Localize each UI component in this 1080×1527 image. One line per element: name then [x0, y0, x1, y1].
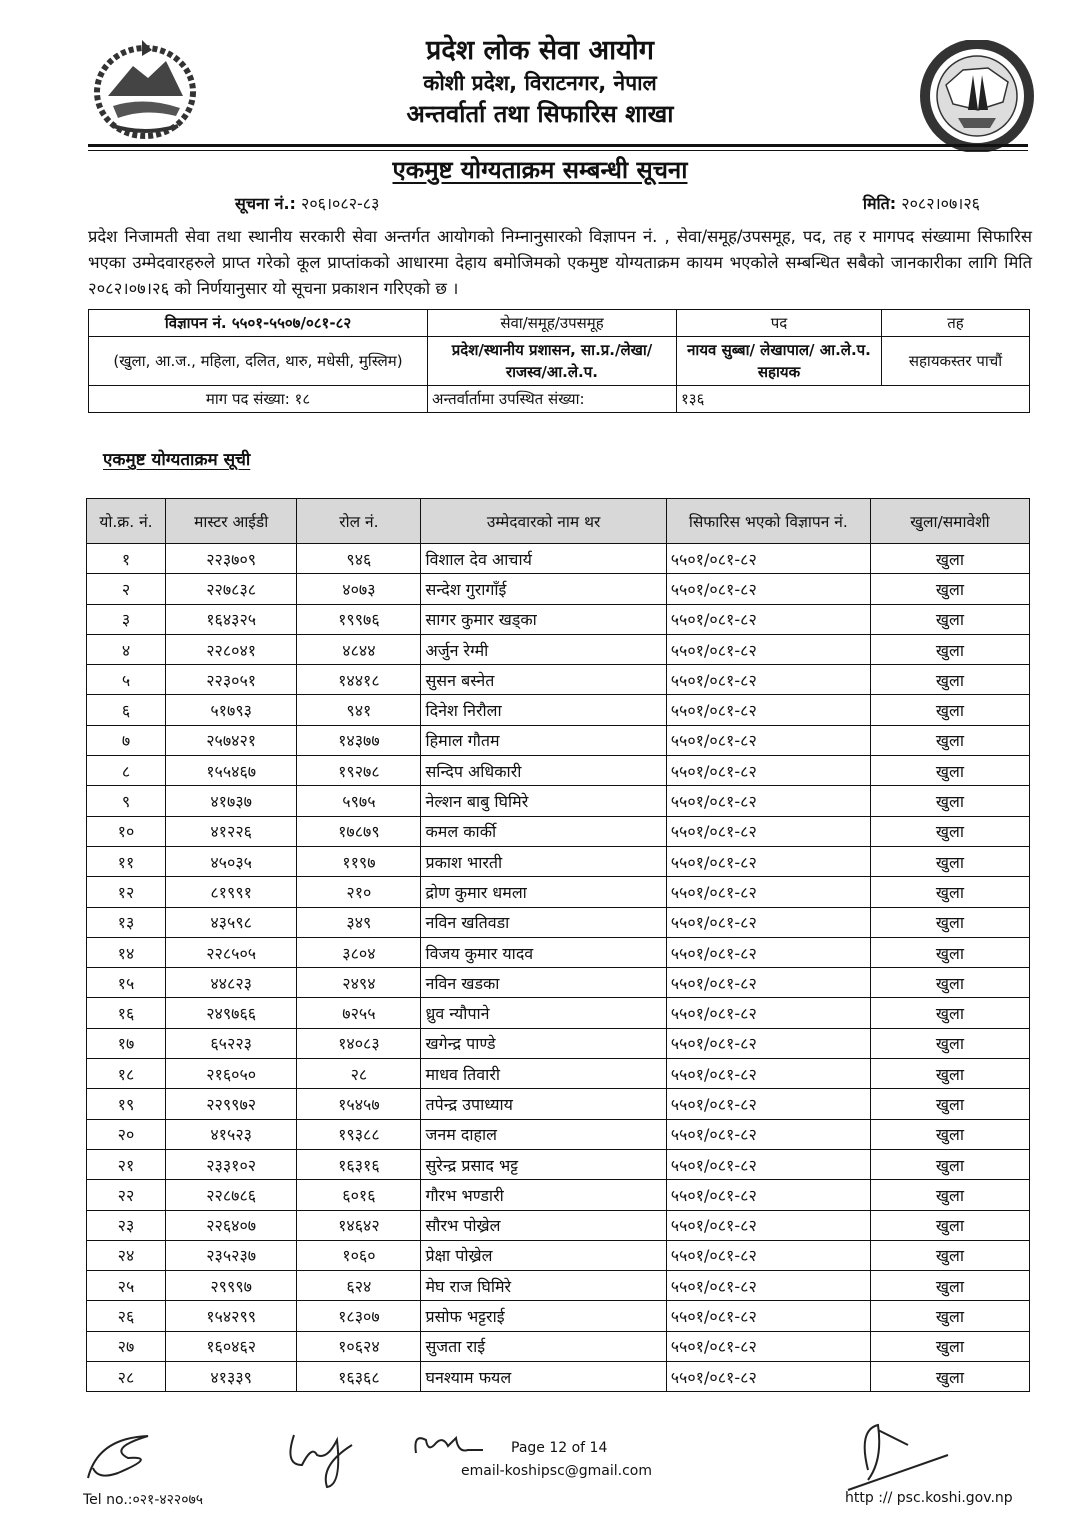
commission-name: प्रदेश लोक सेवा आयोग — [426, 35, 654, 66]
cell-master-id: ४१७३७ — [166, 786, 297, 816]
cell-rank: २५ — [87, 1271, 166, 1301]
cell-master-id: ५१७९३ — [166, 695, 297, 725]
cell-master-id: २१६०५० — [166, 1059, 297, 1089]
cell-roll-no: ६०१६ — [297, 1180, 421, 1210]
cell-roll-no: ११९७ — [297, 846, 421, 876]
footer-website: http :// psc.koshi.gov.np — [845, 1490, 1013, 1506]
cell-candidate-name: सुजता राई — [421, 1331, 666, 1361]
cell-rank: १९ — [87, 1089, 166, 1119]
table-row — [87, 937, 1030, 967]
cell-roll-no: ९४६ — [297, 544, 421, 574]
cell-category: खुला — [870, 544, 1029, 574]
cell-adv-no: ५५०१/०८१-८२ — [666, 1149, 870, 1179]
cell-adv-no: ५५०१/०८१-८२ — [666, 816, 870, 846]
table-row — [87, 725, 1030, 755]
table-row — [87, 1089, 1030, 1119]
cell-category: खुला — [870, 816, 1029, 846]
cell-rank: २६ — [87, 1301, 166, 1331]
cell-adv-no: ५५०१/०८१-८२ — [666, 1362, 870, 1392]
cell-roll-no: १९३८८ — [297, 1119, 421, 1149]
signature-4 — [838, 1410, 958, 1495]
cell-candidate-name: सन्देश गुरागाँई — [421, 574, 666, 604]
cell-roll-no: २४९४ — [297, 968, 421, 998]
table-row — [87, 907, 1030, 937]
cell-candidate-name: दिनेश निरौला — [421, 695, 666, 725]
post-value: नायव सुब्बा/ लेखापाल/ आ.ले.प. सहायक — [677, 337, 882, 386]
cell-adv-no: ५५०१/०८१-८२ — [666, 1028, 870, 1058]
cell-roll-no: १०६२४ — [297, 1331, 421, 1361]
cell-master-id: ४३५९८ — [166, 907, 297, 937]
cell-rank: १५ — [87, 968, 166, 998]
division-name: अन्तर्वार्ता तथा सिफारिस शाखा — [406, 100, 674, 128]
table-row — [87, 1059, 1030, 1089]
table-row — [87, 786, 1030, 816]
table-row — [87, 634, 1030, 664]
cell-adv-no: ५५०१/०८१-८२ — [666, 665, 870, 695]
cell-candidate-name: प्रसोफ भट्टराई — [421, 1301, 666, 1331]
cell-adv-no: ५५०१/०८१-८२ — [666, 998, 870, 1028]
cell-rank: १० — [87, 816, 166, 846]
service-label: सेवा/समूह/उपसमूह — [428, 310, 677, 337]
notice-date — [863, 192, 980, 214]
cell-roll-no: ९४१ — [297, 695, 421, 725]
cell-candidate-name: सौरभ पोख्रेल — [421, 1210, 666, 1240]
cell-rank: ५ — [87, 665, 166, 695]
signature-3 — [408, 1428, 488, 1468]
cell-category: खुला — [870, 695, 1029, 725]
cell-rank: २० — [87, 1119, 166, 1149]
cell-roll-no: ३४९ — [297, 907, 421, 937]
cell-roll-no: १४४१८ — [297, 665, 421, 695]
cell-category: खुला — [870, 1180, 1029, 1210]
table-row — [87, 846, 1030, 876]
cell-category: खुला — [870, 1301, 1029, 1331]
koshi-psc-seal-icon — [918, 40, 1036, 152]
cell-master-id: ४१२२६ — [166, 816, 297, 846]
cell-adv-no: ५५०१/०८१-८२ — [666, 846, 870, 876]
cell-roll-no: १८३०७ — [297, 1301, 421, 1331]
cell-rank: १ — [87, 544, 166, 574]
advertisement-info-table — [88, 309, 1030, 413]
cell-rank: १७ — [87, 1028, 166, 1058]
cell-candidate-name: नेल्शन बाबु घिमिरे — [421, 786, 666, 816]
cell-adv-no: ५५०१/०८१-८२ — [666, 574, 870, 604]
cell-category: खुला — [870, 968, 1029, 998]
table-row — [87, 1028, 1030, 1058]
table-row — [87, 1180, 1030, 1210]
table-header-row — [87, 499, 1030, 544]
cell-adv-no: ५५०१/०८१-८२ — [666, 1059, 870, 1089]
cell-rank: ८ — [87, 756, 166, 786]
table-row — [87, 544, 1030, 574]
table-row — [87, 1362, 1030, 1392]
cell-candidate-name: सागर कुमार खड्का — [421, 604, 666, 634]
col-header-adv-no: सिफारिस भएको विज्ञापन नं. — [666, 499, 870, 544]
cell-rank: २१ — [87, 1149, 166, 1179]
cell-master-id: २२३०५१ — [166, 665, 297, 695]
cell-roll-no: १६३६८ — [297, 1362, 421, 1392]
cell-rank: १२ — [87, 877, 166, 907]
cell-master-id: ८१९९१ — [166, 877, 297, 907]
cell-roll-no: १६३१६ — [297, 1149, 421, 1179]
notice-reference — [235, 192, 379, 214]
col-header-master-id: मास्टर आईडी — [166, 499, 297, 544]
province-address: कोशी प्रदेश, विराटनगर, नेपाल — [423, 71, 657, 95]
cell-category: खुला — [870, 1059, 1029, 1089]
cell-adv-no: ५५०१/०८१-८२ — [666, 1089, 870, 1119]
cell-master-id: ४१३३९ — [166, 1362, 297, 1392]
cell-rank: ७ — [87, 725, 166, 755]
date-label: मिति: — [862, 194, 897, 213]
table-row — [87, 1119, 1030, 1149]
cell-master-id: १५४२९९ — [166, 1301, 297, 1331]
merit-list-table — [86, 498, 1030, 1392]
page-number: Page 12 of 14 — [511, 1440, 608, 1456]
cell-roll-no: २१० — [297, 877, 421, 907]
cell-category: खुला — [870, 1210, 1029, 1240]
cell-roll-no: १०६० — [297, 1240, 421, 1270]
categories: (खुला, आ.ज., महिला, दलित, थारु, मधेसी, मुस्लिम) — [89, 337, 428, 386]
header-divider — [88, 144, 1028, 147]
cell-candidate-name: हिमाल गौतम — [421, 725, 666, 755]
cell-adv-no: ५५०१/०८१-८२ — [666, 877, 870, 907]
cell-candidate-name: ध्रुव न्यौपाने — [421, 998, 666, 1028]
cell-category: खुला — [870, 1240, 1029, 1270]
cell-candidate-name: विजय कुमार यादव — [421, 937, 666, 967]
cell-roll-no: ४०७३ — [297, 574, 421, 604]
cell-master-id: २९९९७ — [166, 1271, 297, 1301]
table-row — [87, 1240, 1030, 1270]
cell-roll-no: ७२५५ — [297, 998, 421, 1028]
cell-rank: ६ — [87, 695, 166, 725]
cell-roll-no: १९२७८ — [297, 756, 421, 786]
present-value: १३६ — [677, 386, 1030, 413]
table-row — [87, 1149, 1030, 1179]
cell-candidate-name: विशाल देव आचार्य — [421, 544, 666, 574]
nepal-emblem-icon — [88, 36, 203, 144]
cell-rank: २ — [87, 574, 166, 604]
cell-roll-no: १४०८३ — [297, 1028, 421, 1058]
cell-rank: ९ — [87, 786, 166, 816]
cell-roll-no: १५४५७ — [297, 1089, 421, 1119]
cell-adv-no: ५५०१/०८१-८२ — [666, 604, 870, 634]
level-label: तह — [882, 310, 1030, 337]
table-row — [87, 1331, 1030, 1361]
table-row — [87, 968, 1030, 998]
table-row — [87, 877, 1030, 907]
cell-candidate-name: सुसन बस्नेत — [421, 665, 666, 695]
table-row — [87, 604, 1030, 634]
table-row — [87, 1271, 1030, 1301]
cell-category: खुला — [870, 634, 1029, 664]
cell-rank: ११ — [87, 846, 166, 876]
cell-candidate-name: घनश्याम फयल — [421, 1362, 666, 1392]
cell-rank: ३ — [87, 604, 166, 634]
cell-rank: २२ — [87, 1180, 166, 1210]
notice-ref-label: सूचना नं.: — [235, 194, 296, 213]
cell-category: खुला — [870, 1149, 1029, 1179]
cell-adv-no: ५५०१/०८१-८२ — [666, 1240, 870, 1270]
cell-adv-no: ५५०१/०८१-८२ — [666, 1210, 870, 1240]
cell-category: खुला — [870, 1331, 1029, 1361]
col-header-rank: यो.क्र. नं. — [87, 499, 166, 544]
list-title: एकमुष्ट योग्यताक्रम सूची — [103, 450, 251, 470]
cell-category: खुला — [870, 1028, 1029, 1058]
cell-candidate-name: द्रोण कुमार धमला — [421, 877, 666, 907]
table-row — [87, 574, 1030, 604]
col-header-roll-no: रोल नं. — [297, 499, 421, 544]
cell-adv-no: ५५०१/०८१-८२ — [666, 756, 870, 786]
cell-roll-no: १४६४२ — [297, 1210, 421, 1240]
cell-master-id: २२८७८६ — [166, 1180, 297, 1210]
table-row — [87, 1301, 1030, 1331]
cell-rank: २७ — [87, 1331, 166, 1361]
cell-category: खुला — [870, 574, 1029, 604]
service-value: प्रदेश/स्थानीय प्रशासन, सा.प्र./लेखा/राजस्व/आ.ले.प. — [428, 337, 677, 386]
notice-title: एकमुष्ट योग्यताक्रम सम्बन्धी सूचना — [392, 156, 688, 184]
cell-rank: १६ — [87, 998, 166, 1028]
cell-candidate-name: गौरभ भण्डारी — [421, 1180, 666, 1210]
letterhead — [300, 34, 780, 130]
cell-master-id: ४५०३५ — [166, 846, 297, 876]
cell-candidate-name: खगेन्द्र पाण्डे — [421, 1028, 666, 1058]
header-divider-thin — [88, 150, 1028, 151]
cell-adv-no: ५५०१/०८१-८२ — [666, 1331, 870, 1361]
date-value: २०८२।०७।२६ — [901, 194, 980, 213]
cell-adv-no: ५५०१/०८१-८२ — [666, 1119, 870, 1149]
cell-adv-no: ५५०१/०८१-८२ — [666, 786, 870, 816]
cell-category: खुला — [870, 665, 1029, 695]
cell-candidate-name: अर्जुन रेग्मी — [421, 634, 666, 664]
cell-roll-no: १९९७६ — [297, 604, 421, 634]
cell-category: खुला — [870, 1362, 1029, 1392]
cell-candidate-name: नविन खतिवडा — [421, 907, 666, 937]
cell-rank: १८ — [87, 1059, 166, 1089]
cell-candidate-name: माधव तिवारी — [421, 1059, 666, 1089]
cell-master-id: २२८०४१ — [166, 634, 297, 664]
cell-master-id: २४९७६६ — [166, 998, 297, 1028]
cell-master-id: २२३७०९ — [166, 544, 297, 574]
signature-1 — [78, 1428, 168, 1488]
cell-master-id: ६५२२३ — [166, 1028, 297, 1058]
cell-master-id: २३५२३७ — [166, 1240, 297, 1270]
cell-master-id: ४१५२३ — [166, 1119, 297, 1149]
cell-master-id: १६०४६२ — [166, 1331, 297, 1361]
cell-master-id: २२८५०५ — [166, 937, 297, 967]
cell-roll-no: २८ — [297, 1059, 421, 1089]
cell-master-id: २५७४२१ — [166, 725, 297, 755]
cell-category: खुला — [870, 786, 1029, 816]
footer-email: email-koshipsc@gmail.com — [461, 1463, 653, 1479]
cell-rank: १४ — [87, 937, 166, 967]
post-label: पद — [677, 310, 882, 337]
cell-candidate-name: कमल कार्की — [421, 816, 666, 846]
cell-rank: १३ — [87, 907, 166, 937]
cell-master-id: २२७८३८ — [166, 574, 297, 604]
cell-master-id: १५५४६७ — [166, 756, 297, 786]
table-row — [87, 816, 1030, 846]
level-value: सहायकस्तर पाचौं — [882, 337, 1030, 386]
cell-candidate-name: सन्दिप अधिकारी — [421, 756, 666, 786]
cell-master-id: १६४३२५ — [166, 604, 297, 634]
cell-category: खुला — [870, 1089, 1029, 1119]
table-row — [87, 756, 1030, 786]
cell-category: खुला — [870, 937, 1029, 967]
cell-category: खुला — [870, 1271, 1029, 1301]
cell-rank: २४ — [87, 1240, 166, 1270]
cell-candidate-name: तपेन्द्र उपाध्याय — [421, 1089, 666, 1119]
cell-adv-no: ५५०१/०८१-८२ — [666, 695, 870, 725]
cell-adv-no: ५५०१/०८१-८२ — [666, 1180, 870, 1210]
table-row — [87, 998, 1030, 1028]
cell-category: खुला — [870, 907, 1029, 937]
cell-rank: ४ — [87, 634, 166, 664]
cell-candidate-name: मेघ राज घिमिरे — [421, 1271, 666, 1301]
table-row — [87, 1210, 1030, 1240]
cell-roll-no: ५९७५ — [297, 786, 421, 816]
cell-roll-no: ६२४ — [297, 1271, 421, 1301]
notice-ref-value: २०६।०८२-८३ — [301, 194, 380, 213]
cell-master-id: २३३१०२ — [166, 1149, 297, 1179]
cell-candidate-name: प्रकाश भारती — [421, 846, 666, 876]
signature-2 — [282, 1425, 362, 1495]
cell-candidate-name: जनम दाहाल — [421, 1119, 666, 1149]
adv-number: विज्ञापन नं. ५५०१-५५०७/०८१-८२ — [89, 310, 428, 337]
cell-adv-no: ५५०१/०८१-८२ — [666, 1271, 870, 1301]
cell-roll-no: ४८४४ — [297, 634, 421, 664]
cell-category: खुला — [870, 756, 1029, 786]
cell-master-id: २२६४०७ — [166, 1210, 297, 1240]
cell-adv-no: ५५०१/०८१-८२ — [666, 968, 870, 998]
cell-adv-no: ५५०१/०८१-८२ — [666, 725, 870, 755]
cell-roll-no: १४३७७ — [297, 725, 421, 755]
cell-candidate-name: नविन खडका — [421, 968, 666, 998]
cell-master-id: ४४८२३ — [166, 968, 297, 998]
table-row — [87, 665, 1030, 695]
cell-category: खुला — [870, 725, 1029, 755]
demand-count: माग पद संख्या: १८ — [89, 386, 428, 413]
cell-candidate-name: प्रेक्षा पोख्रेल — [421, 1240, 666, 1270]
cell-candidate-name: सुरेन्द्र प्रसाद भट्ट — [421, 1149, 666, 1179]
cell-adv-no: ५५०१/०८१-८२ — [666, 544, 870, 574]
cell-category: खुला — [870, 846, 1029, 876]
cell-adv-no: ५५०१/०८१-८२ — [666, 937, 870, 967]
cell-adv-no: ५५०१/०८१-८२ — [666, 1301, 870, 1331]
cell-adv-no: ५५०१/०८१-८२ — [666, 907, 870, 937]
col-header-category: खुला/समावेशी — [870, 499, 1029, 544]
cell-roll-no: १७८७९ — [297, 816, 421, 846]
cell-category: खुला — [870, 1119, 1029, 1149]
cell-rank: २८ — [87, 1362, 166, 1392]
cell-category: खुला — [870, 604, 1029, 634]
notice-intro-paragraph: प्रदेश निजामती सेवा तथा स्थानीय सरकारी सेवा अन्तर्गत आयोगको निम्नानुसारको विज्ञापन नं. , सेवा/समूह/उपसमूह, पद, तह र मागपद संख्यामा सिफारिस भएका उम्मेदवारहरुले प्राप्त गरेको कूल प्राप्तांकको आधारमा देहाय बमोजिमको एकमुष्ट योग्यताक्रम कायम भएकोले सम्बन्धित सबैको जानकारीका लागि मिति २०८२।०७।२६ को निर्णयानुसार यो सूचना प्रकाशन गरिएको छ । — [88, 227, 1032, 298]
cell-category: खुला — [870, 877, 1029, 907]
cell-adv-no: ५५०१/०८१-८२ — [666, 634, 870, 664]
cell-master-id: २२९९७२ — [166, 1089, 297, 1119]
footer-phone: Tel no.:०२१-४२२०७५ — [83, 1492, 204, 1508]
cell-category: खुला — [870, 998, 1029, 1028]
col-header-name: उम्मेदवारको नाम थर — [421, 499, 666, 544]
table-row — [87, 695, 1030, 725]
cell-rank: २३ — [87, 1210, 166, 1240]
cell-roll-no: ३८०४ — [297, 937, 421, 967]
present-label: अन्तर्वार्तामा उपस्थित संख्या: — [428, 386, 677, 413]
